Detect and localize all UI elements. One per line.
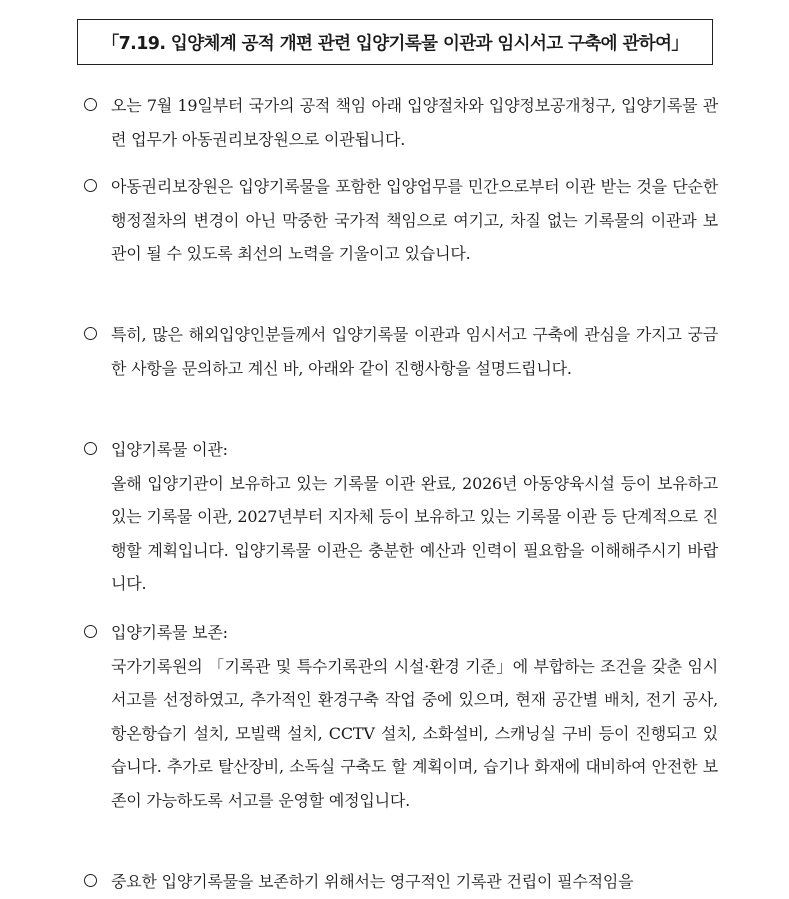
- paragraph-text: 올해 입양기관이 보유하고 있는 기록물 이관 완료, 2026년 아동양육시설 등이 보유하고 있는 기록물 이관, 2027년부터 지자체 등이 보유하고 있는 기록물 이관 등 단계적으로 진행할 계획입니다. 입양기록물 이관은 충분한 예산과 인력이 필요함을 이해해주시기 바랍니다.: [111, 473, 718, 593]
- paragraph-text: 오는 7월 19일부터 국가의 공적 책임 아래 입양절차와 입양정보공개청구, 입양기록물 관련 업무가 아동권리보장원으로 이관됩니다.: [111, 96, 718, 149]
- paragraph-text: 특히, 많은 해외입양인분들께서 입양기록물 이관과 임시서고 구축에 관심을 가지고 궁금한 사항을 문의하고 계신 바, 아래와 같이 진행사항을 설명드립니다.: [111, 325, 718, 378]
- paragraph-permanent-archive: [84, 865, 718, 899]
- circle-bullet-icon: [84, 98, 97, 111]
- paragraph-text: 중요한 입양기록물을 보존하기 위해서는 영구적인 기록관 건립이 필수적임을: [111, 872, 634, 891]
- section-record-transfer: [84, 433, 718, 601]
- section-heading: 입양기록물 보존:: [111, 623, 228, 642]
- paragraph-progress-explanation: [84, 318, 718, 385]
- circle-bullet-icon: [84, 625, 97, 638]
- paragraph-transfer-notice: [84, 89, 718, 156]
- paragraph-text: 아동권리보장원은 입양기록물을 포함한 입양업무를 민간으로부터 이관 받는 것을 단순한 행정절차의 변경이 아닌 막중한 국가적 책임으로 여기고, 차질 없는 기록물의 이관과 보관이 될 수 있도록 최선의 노력을 기울이고 있습니다.: [111, 177, 718, 263]
- paragraph-text: 국가기록원의 「기록관 및 특수기록관의 시설·환경 기준」에 부합하는 조건을 갖춘 임시서고를 선정하였고, 추가적인 환경구축 작업 중에 있으며, 현재 공간별 배치, 전기 공사, 항온항습기 설치, 모빌랙 설치, CCTV 설치, 소화설비, 스캐닝실 구비 등이 진행되고 있습니다. 추가로 탈산장비, 소독실 구축도 할 계획이며, 습기나 화재에 대비하여 안전한 보존이 가능하도록 서고를 운영할 예정입니다.: [111, 656, 718, 810]
- paragraph-agency-commitment: [84, 170, 718, 271]
- document-title: 「7.19. 입양체계 공적 개편 관련 입양기록물 이관과 임시서고 구축에 관하여」: [77, 19, 713, 65]
- circle-bullet-icon: [84, 874, 97, 887]
- circle-bullet-icon: [84, 442, 97, 455]
- section-heading: 입양기록물 이관:: [111, 440, 228, 459]
- section-record-preservation: [84, 616, 718, 817]
- circle-bullet-icon: [84, 179, 97, 192]
- circle-bullet-icon: [84, 327, 97, 340]
